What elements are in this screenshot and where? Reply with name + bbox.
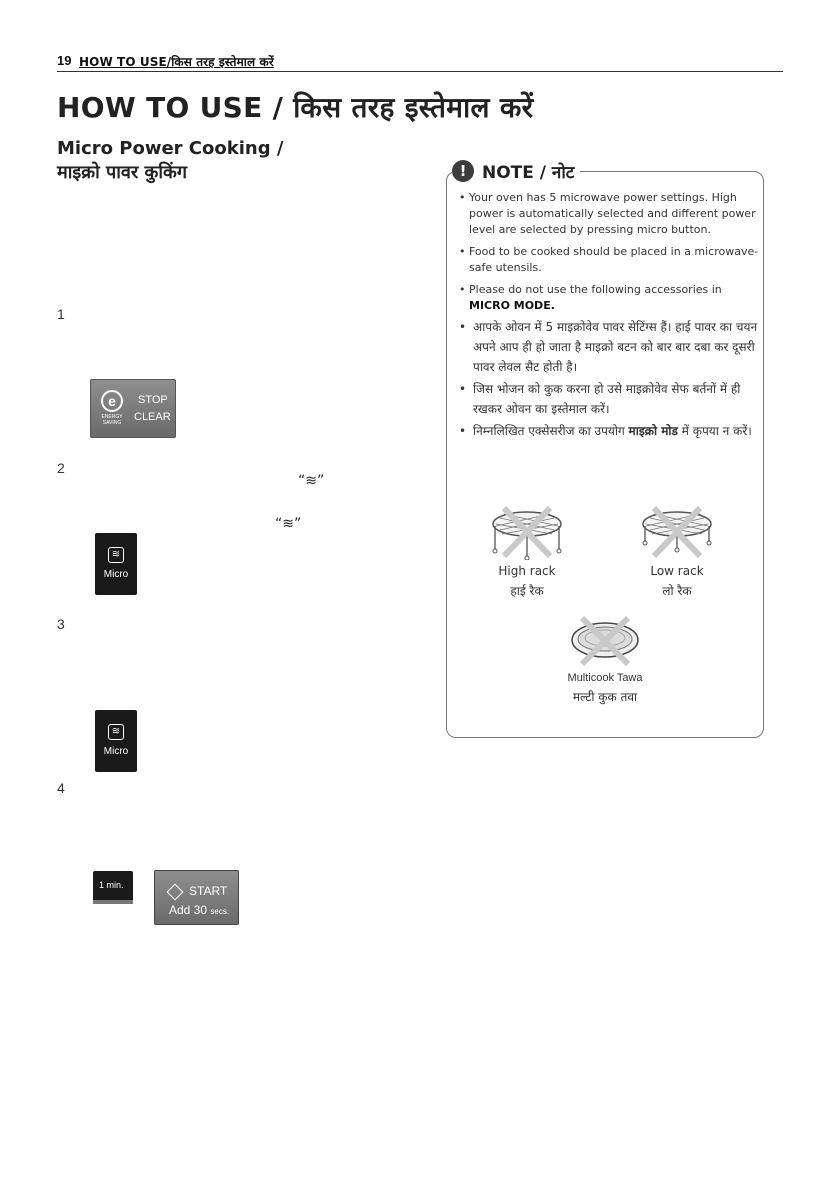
microwave-symbol-quote: “≋” [275,516,302,532]
energy-saving-label: ENERGY SAVING [101,414,123,426]
note-title: NOTE / नोट [482,162,575,183]
micro-button[interactable] [95,533,137,595]
note-item-hi-pre: निम्नलिखित एक्सेसरीज का उपयोग [473,424,625,438]
note-item-hi [457,421,759,441]
micro-button[interactable] [95,710,137,772]
add-30-label [169,903,229,917]
stop-clear-button[interactable] [90,379,176,438]
add-30-main: Add 30 [169,903,208,917]
step-number: 4 [57,780,65,796]
micro-mode-label: MICRO MODE. [469,299,555,312]
energy-saving-icon: e [101,390,123,412]
high-rack-label-hi: हाई रैक [510,584,544,598]
one-minute-label: 1 min. [99,880,124,890]
note-item-hi-post: में कृपया न करें। [681,424,752,438]
low-rack-label-hi: लो रैक [662,584,692,598]
section-title-en: Micro Power Cooking / [57,138,284,159]
step-number: 2 [57,460,65,476]
microwave-wave-icon: ≋ [108,724,124,740]
header-title: HOW TO USE/किस तरह इस्तेमाल करें [79,55,274,69]
note-item-hi: • जिस भोजन को कुक करना हो उसे माइक्रोवेव सेफ बर्तनों में ही रखकर ओवन का इस्तेमाल करें। [457,379,759,419]
step-number: 1 [57,306,65,322]
microwave-wave-icon: ≋ [108,547,124,563]
note-item: • Food to be cooked should be placed in a microwave-safe utensils. [457,244,759,276]
micro-button-label: Micro [103,569,129,580]
button-bar [93,900,133,904]
step-number: 3 [57,616,65,632]
accessory-low-rack [632,504,722,599]
note-list-hi [457,317,759,443]
note-item: • Your oven has 5 microwave power settings. High power is automatically selected and different power level are selected by pressing micro button. [457,190,759,238]
start-button[interactable] [154,870,239,925]
note-list-en [457,190,759,320]
exclamation-icon: ! [452,160,474,182]
note-item [457,282,759,314]
high-rack-label: High rack [498,564,556,578]
clear-label: CLEAR [134,411,171,423]
note-header [452,157,580,185]
stop-label: STOP [138,394,168,406]
start-diamond-icon [167,884,184,901]
note-item-hi-bold: माइक्रो मोड [628,424,678,438]
multicook-tawa-icon [550,614,660,668]
page-header [57,52,783,72]
page-number: 19 [57,53,72,68]
one-minute-button[interactable] [93,871,133,904]
multicook-tawa-label: Multicook Tawa [567,672,643,684]
section-title [57,137,283,185]
accessory-multicook-tawa [550,614,660,705]
start-label: START [189,884,228,898]
note-item-hi: • आपके ओवन में 5 माइक्रोवेव पावर सेटिंग्स हैं। हाई पावर का चयन अपने आप ही हो जाता है माइक्रो बटन को बार बार दबा कर दूसरी पावर लेवल सैट होती है। [457,317,759,377]
micro-button-label: Micro [103,746,129,757]
page-title: HOW TO USE / किस तरह इस्तेमाल करें [57,91,534,124]
add-30-secs: secs. [210,907,230,916]
low-rack-icon [632,504,722,560]
multicook-tawa-label-hi: मल्टी कुक तवा [572,690,638,704]
high-rack-icon [482,504,572,560]
low-rack-label: Low rack [650,564,704,578]
microwave-symbol-quote: “≋” [298,473,325,489]
section-title-hi: माइक्रो पावर कुकिंग [57,162,187,183]
accessory-high-rack [482,504,572,599]
note-item-text: Please do not use the following accessories in [469,283,722,296]
